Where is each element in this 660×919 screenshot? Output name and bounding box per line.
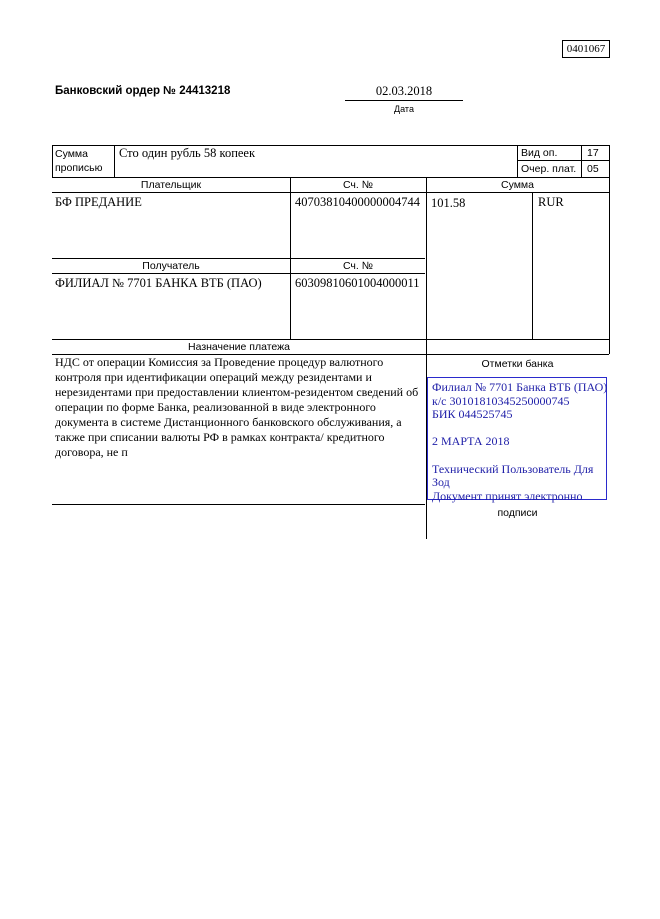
bank-stamp [427, 377, 608, 503]
ocher-value: 05 [587, 163, 599, 175]
stamp-line-branch: Филиал № 7701 Банка ВТБ (ПАО) [432, 380, 608, 394]
signatures-caption: подписи [497, 507, 538, 519]
vid-op-value: 17 [587, 147, 599, 159]
recipient-account-header: Сч. № [342, 260, 374, 272]
amount-words-label [55, 147, 103, 175]
sum-value: 101.58 [431, 196, 466, 210]
payer-account: 40703810400000004744 [295, 195, 420, 209]
purpose-header: Назначение платежа [188, 341, 290, 353]
amount-words-value: Сто один рубль 58 копеек [119, 146, 256, 160]
bank-marks-header: Отметки банка [481, 358, 554, 370]
payer-header: Плательщик [140, 179, 202, 191]
recipient-name: ФИЛИАЛ № 7701 БАНКА ВТБ (ПАО) [55, 276, 262, 290]
payer-account-header: Сч. № [342, 179, 374, 191]
amount-words-label-line2: прописью [55, 162, 103, 174]
recipient-account: 60309810601004000011 [295, 276, 420, 290]
purpose-text: НДС от операции Комиссия за Проведение процедур валютного контроля при идентификации операций между резидентами и нерезидентами при предоставлении клиентом-резидентом сведений об операции по форме Банка, реализованной в виде электронного документа в системе Дистанционного банковского обслуживания, а также при списании валюты РФ в рамках контракта/ кредитного договора, не п [55, 355, 419, 459]
vid-op-label: Вид оп. [521, 147, 558, 159]
form-code: 0401067 [562, 40, 610, 58]
stamp-line-user: Технический Пользователь Для [432, 461, 594, 476]
document-title: Банковский ордер № 24413218 [55, 85, 231, 97]
recipient-header: Получатель [142, 260, 200, 272]
sum-currency: RUR [538, 195, 564, 209]
stamp-line-accepted: Документ принят электронно [432, 488, 583, 503]
date-value: 02.03.2018 [375, 84, 433, 98]
date-caption: Дата [394, 104, 414, 114]
amount-words-label-line1: Сумма [55, 148, 88, 160]
stamp-line-date: 2 МАРТА 2018 [432, 434, 510, 449]
stamp-line-user-cont: Зод [432, 475, 450, 490]
payer-name: БФ ПРЕДАНИЕ [55, 195, 142, 209]
ocher-label: Очер. плат. [521, 163, 577, 175]
stamp-line-corr-account: к/с 30101810345250000745 [432, 393, 570, 408]
stamp-line-bik: БИК 044525745 [432, 407, 513, 422]
date-underline [345, 100, 463, 101]
sum-header: Сумма [501, 179, 534, 191]
